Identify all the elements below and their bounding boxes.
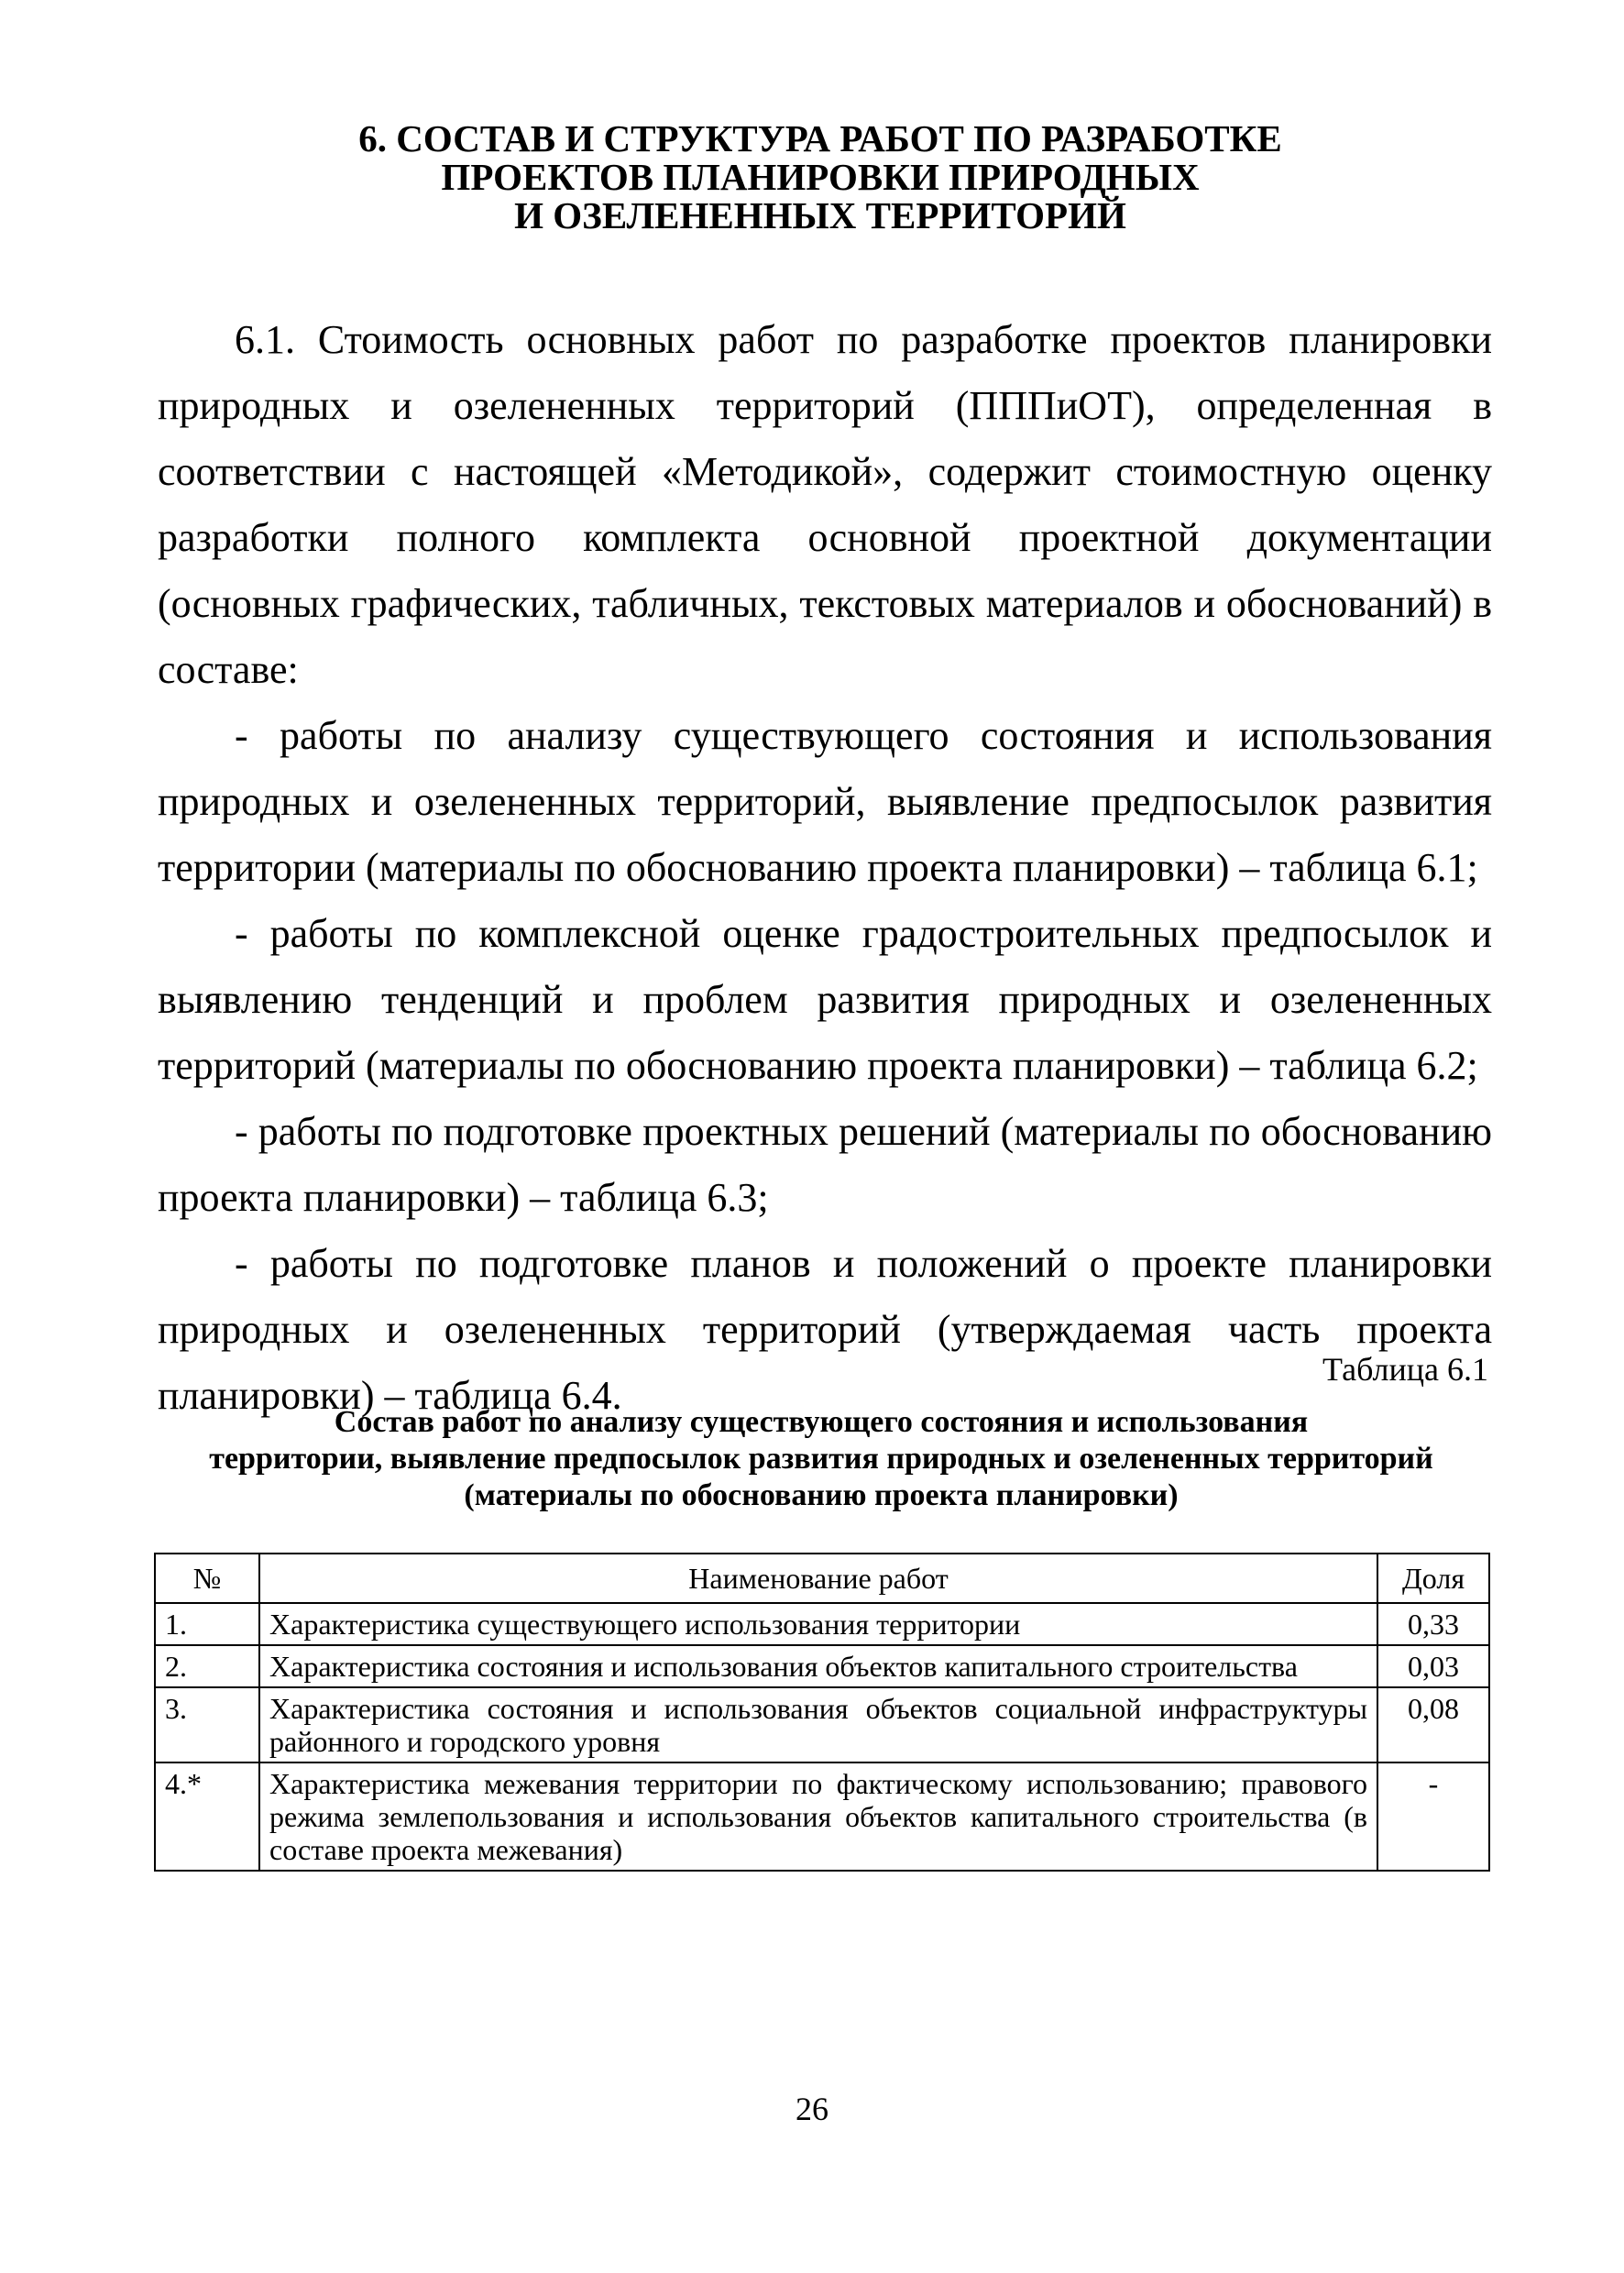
table-row (155, 1645, 1489, 1687)
header-work-name: Наименование работ (259, 1554, 1377, 1603)
table-caption: Таблица 6.1 (1322, 1351, 1488, 1388)
row-number: 3. (155, 1687, 259, 1762)
table-title-line: (материалы по обоснованию проекта планировки) (464, 1478, 1179, 1512)
table-row (155, 1762, 1489, 1871)
header-share: Доля (1377, 1554, 1489, 1603)
header-number: № (155, 1554, 259, 1603)
body-text (158, 307, 1492, 1429)
row-number: 1. (155, 1603, 259, 1645)
section-title-line: И ОЗЕЛЕНЕННЫХ ТЕРРИТОРИЙ (514, 194, 1126, 236)
row-number: 4.* (155, 1762, 259, 1871)
section-title (156, 119, 1485, 235)
list-item: - работы по подготовке планов и положений о проекте планировки природных и озелененных территорий (утверждаемая часть проекта планировки) – таблица 6.4. (158, 1241, 1492, 1418)
table-title-line: Состав работ по анализу существующего состояния и использования (334, 1405, 1309, 1439)
table-title-line: территории, выявление предпосылок развития природных и озелененных территорий (209, 1442, 1433, 1476)
list-item: - работы по подготовке проектных решений (материалы по обоснованию проекта планировки) – таблица 6.3; (158, 1109, 1492, 1220)
paragraph-intro: 6.1. Стоимость основных работ по разработке проектов планировки природных и озелененных территорий (ПППиОТ), определенная в соответствии с настоящей «Методикой», содержит стоимостную оценку разработки полного комплекта основной проектной документации (основных графических, табличных, текстовых материалов и обоснований) в составе: (158, 317, 1492, 692)
row-share: 0,33 (1377, 1603, 1489, 1645)
section-title-line: 6. СОСТАВ И СТРУКТУРА РАБОТ ПО РАЗРАБОТКЕ (358, 117, 1282, 159)
row-work-name: Характеристика существующего использования территории (259, 1603, 1377, 1645)
table-title (156, 1404, 1487, 1514)
table-row (155, 1603, 1489, 1645)
row-work-name: Характеристика межевания территории по фактическому использованию; правового режима землепользования и использования объектов капитального строительства (в составе проекта межевания) (259, 1762, 1377, 1871)
row-share: - (1377, 1762, 1489, 1871)
list-item: - работы по анализу существующего состояния и использования природных и озелененных территорий, выявление предпосылок развития территории (материалы по обоснованию проекта планировки) – таблица 6.1; (158, 713, 1492, 890)
section-title-line: ПРОЕКТОВ ПЛАНИРОВКИ ПРИРОДНЫХ (441, 156, 1200, 198)
row-share: 0,03 (1377, 1645, 1489, 1687)
row-work-name: Характеристика состояния и использования объектов капитального строительства (259, 1645, 1377, 1687)
list-item: - работы по комплексной оценке градостроительных предпосылок и выявлению тенденций и проблем развития природных и озелененных территорий (материалы по обоснованию проекта планировки) – таблица 6.2; (158, 911, 1492, 1088)
page-number: 26 (796, 2091, 828, 2127)
table-row (155, 1687, 1489, 1762)
table-header-row (155, 1554, 1489, 1603)
works-table (154, 1553, 1490, 1872)
row-share: 0,08 (1377, 1687, 1489, 1762)
row-number: 2. (155, 1645, 259, 1687)
row-work-name: Характеристика состояния и использования объектов социальной инфраструктуры районного и городского уровня (259, 1687, 1377, 1762)
